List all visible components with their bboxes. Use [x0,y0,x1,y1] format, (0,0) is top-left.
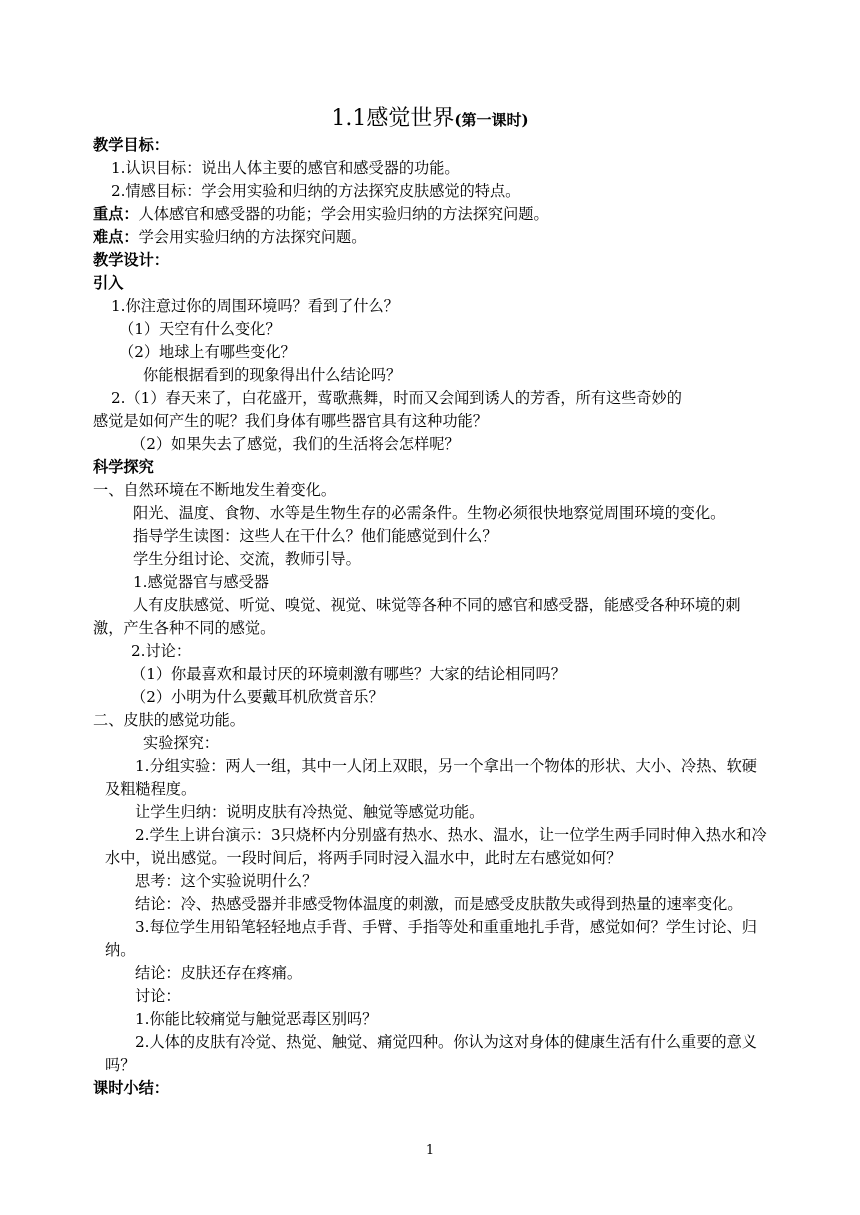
paragraph-text: 2.学生上讲台演示：3只烧杯内分别盛有热水、热水、温水，让一位学生两手同时伸入热水和冷水中，说出感觉。一段时间后，将两手同时浸入温水中，此时左右感觉如何？ [105,826,767,867]
paragraph-text: 结论：冷、热感受器并非感受物体温度的刺激，而是感受皮肤散失或得到热量的速率变化。 [135,895,743,913]
text-paragraph [93,1008,769,1031]
section-heading [93,456,769,479]
text-paragraph [93,801,769,824]
text-paragraph [93,295,769,318]
paragraph-text: 你能根据看到的现象得出什么结论吗？ [143,366,402,384]
paragraph-text: 3.每位学生用铅笔轻轻地点手背、手臂、手指等处和重重地扎手背，感觉如何？学生讨论、归纳。 [105,918,757,959]
text-paragraph [93,893,769,916]
text-paragraph [93,387,769,410]
text-paragraph [93,686,769,709]
text-paragraph [93,663,769,686]
text-paragraph [93,755,769,801]
paragraph-text: 1.感觉器官与感受器 [133,573,269,591]
section-heading [93,272,769,295]
paragraph-text: 学生分组讨论、交流，教师引导。 [133,550,361,568]
paragraph-text: （2）如果失去了感觉，我们的生活将会怎样呢？ [131,435,460,453]
paragraph-text: 二、皮肤的感觉功能。 [93,711,245,729]
text-paragraph [93,433,769,456]
text-paragraph [93,548,769,571]
paragraph-text: （2）小明为什么要戴耳机欣赏音乐？ [131,688,384,706]
text-paragraph [93,709,769,732]
paragraph-text: （1）天空有什么变化？ [119,320,281,338]
paragraph-text: 课时小结： [93,1079,169,1097]
paragraph-text: 1.你能比较痛觉与触觉恶毒区别吗？ [135,1010,378,1028]
text-paragraph [93,341,769,364]
text-paragraph [93,732,769,755]
paragraph-text: 阳光、温度、食物、水等是生物生存的必需条件。生物必须很快地察觉周围环境的变化。 [133,504,726,522]
title-main: 1.1感觉世界 [331,106,455,131]
paragraph-text: 人体感官和感受器的功能；学会用实验归纳的方法探究问题。 [138,205,549,223]
paragraph-text: 2.人体的皮肤有冷觉、热觉、触觉、痛觉四种。你认为这对身体的健康生活有什么重要的意义吗？ [105,1033,757,1074]
text-paragraph [93,594,769,640]
paragraph-text: 实验探究： [143,734,219,752]
text-paragraph [93,157,769,180]
section-heading [93,249,769,272]
text-paragraph [93,962,769,985]
text-paragraph [93,203,769,226]
paragraph-text: 科学探究 [93,458,154,476]
title-subtitle: (第一课时) [454,111,529,129]
text-paragraph [93,410,769,433]
paragraph-text: 思考：这个实验说明什么？ [135,872,318,890]
paragraph-text: 2.（1）春天来了，白花盛开，莺歌燕舞，时而又会闻到诱人的芳香，所有这些奇妙的 [111,389,682,407]
paragraph-text: 讨论： [135,987,181,1005]
paragraph-text: 教学设计： [93,251,169,269]
text-paragraph [93,1031,769,1077]
text-paragraph [93,824,769,870]
section-heading [93,134,769,157]
text-paragraph [93,916,769,962]
text-paragraph [93,180,769,203]
text-paragraph [93,640,769,663]
paragraph-text: 指导学生读图：这些人在干什么？他们能感觉到什么？ [133,527,498,545]
paragraph-text: 2.讨论： [131,642,192,660]
document-title [0,104,860,135]
text-paragraph [93,502,769,525]
text-paragraph [93,571,769,594]
text-paragraph [93,870,769,893]
text-paragraph [93,525,769,548]
paragraph-text: 1.分组实验：两人一组，其中一人闭上双眼，另一个拿出一个物体的形状、大小、冷热、软硬及粗糙程度。 [105,757,757,798]
page-number: 1 [425,1143,435,1158]
paragraph-label: 难点： [93,228,139,246]
section-heading [93,1077,769,1100]
paragraph-text: 一、自然环境在不断地发生着变化。 [93,481,336,499]
paragraph-text: 人有皮肤感觉、听觉、嗅觉、视觉、味觉等各种不同的感官和感受器，能感受各种环境的刺激，产生各种不同的感觉。 [93,596,741,637]
paragraph-text: （1）你最喜欢和最讨厌的环境刺激有哪些？大家的结论相同吗？ [131,665,566,683]
document-body [93,134,769,1100]
paragraph-text: 结论：皮肤还存在疼痛。 [135,964,303,982]
paragraph-label: 重点： [93,205,139,223]
paragraph-text: 学会用实验归纳的方法探究问题。 [138,228,367,246]
text-paragraph [93,364,769,387]
text-paragraph [93,479,769,502]
text-paragraph [93,226,769,249]
paragraph-text: （2）地球上有哪些变化？ [119,343,296,361]
paragraph-text: 1.认识目标：说出人体主要的感官和感受器的功能。 [111,159,460,177]
text-paragraph [93,318,769,341]
paragraph-text: 感觉是如何产生的呢？我们身体有哪些器官具有这种功能？ [93,412,488,430]
paragraph-text: 2.情感目标：学会用实验和归纳的方法探究皮肤感觉的特点。 [111,182,521,200]
paragraph-text: 引入 [93,274,124,292]
text-paragraph [93,985,769,1008]
paragraph-text: 1.你注意过你的周围环境吗？看到了什么？ [111,297,399,315]
paragraph-text: 教学目标： [93,136,169,154]
paragraph-text: 让学生归纳：说明皮肤有冷热觉、触觉等感觉功能。 [135,803,485,821]
